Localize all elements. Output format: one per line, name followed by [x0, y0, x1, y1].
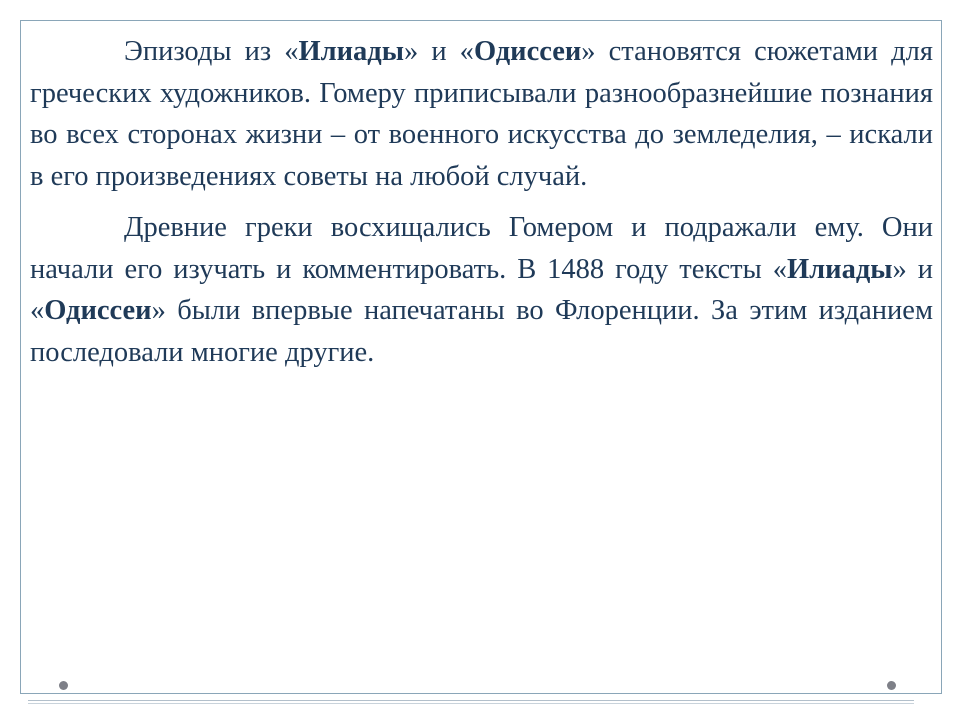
text-run: » становятся сюжетами для греческих художников. Гомеру приписывали разнообразнейшие познания во всех сторонах жизни – от военного искусства до земледелия, – искали в его произведениях советы на любой случай. [30, 36, 933, 192]
left-bullet-dot [59, 681, 68, 690]
text-run: » и « [403, 36, 474, 67]
text-run: » и « [30, 253, 933, 326]
bold-title: Одиссеи [44, 295, 152, 326]
text-run: » были впервые напечатаны во Флоренции. За этим изданием последовали многие другие. [30, 295, 933, 368]
text-run: Эпизоды из « [124, 36, 299, 67]
bold-title: Илиады [787, 253, 893, 285]
paragraph-1 [30, 31, 933, 197]
bold-title: Одиссеи [473, 36, 582, 67]
text-run: Древние греки восхищались Гомером и подражали ему. Они начали его изучать и комментировать. В 1488 году тексты « [30, 212, 933, 285]
paragraph-2 [30, 207, 933, 373]
bottom-divider-line-secondary [28, 703, 914, 704]
bold-title: Илиады [298, 36, 404, 67]
right-bullet-dot [887, 681, 896, 690]
text-body [30, 31, 933, 373]
slide-frame [20, 20, 942, 694]
bottom-divider-line [28, 700, 914, 701]
